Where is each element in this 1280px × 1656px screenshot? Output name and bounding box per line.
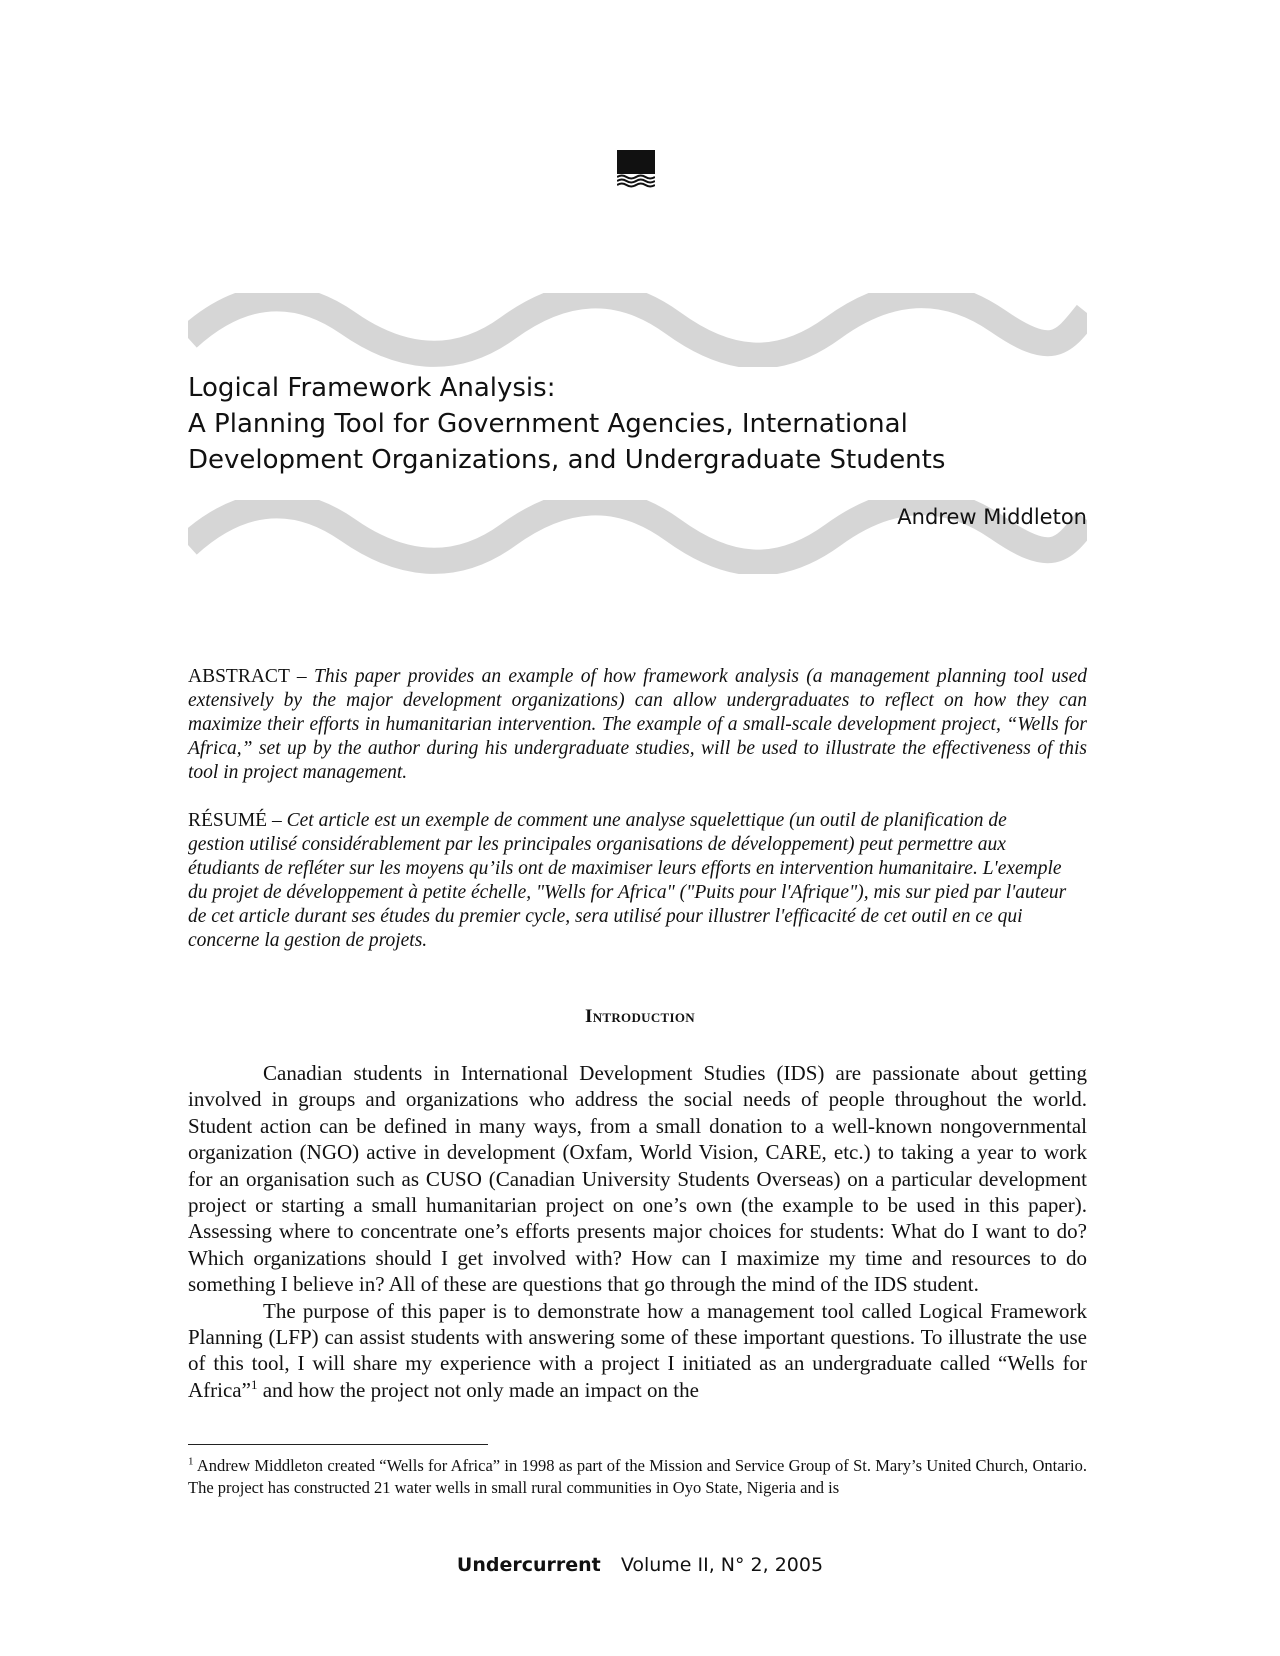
decorative-wave-band-top bbox=[188, 293, 1087, 367]
resume bbox=[188, 809, 1068, 953]
footnote-divider bbox=[188, 1444, 488, 1445]
title-line: Development Organizations, and Undergraduate Students bbox=[188, 445, 946, 475]
section-heading-introduction: Introduction bbox=[585, 1006, 695, 1027]
body-text bbox=[188, 1060, 1087, 1403]
footnote-marker: 1 bbox=[188, 1455, 194, 1468]
issue-info: Volume II, N° 2, 2005 bbox=[620, 1554, 824, 1576]
resume-text: Cet article est un exemple de comment une analyse squelettique (un outil de planification de gestion utilisé considérablement par les principales organisations de développement) peut permettre aux étudiants de refléter sur les moyens qu’ils ont de maximiser leurs efforts en intervention humanitaire. L'exemple du projet de développement à petite échelle, "Wells for Africa" ("Puits pour l'Afrique"), mis sur pied par l'auteur de cet article durant ses études du premier cycle, sera utilisé pour illustrer l'efficacité de cet outil en ce qui concerne la gestion de projets. bbox=[188, 810, 1067, 951]
body-paragraph: Canadian students in International Development Studies (IDS) are passionate about getting involved in groups and organizations who address the social needs of people throughout the world. Student action can be defined in many ways, from a small donation to a well-known nongovernmental organization (NGO) active in development (Oxfam, World Vision, CARE, etc.) to taking a year to work for an organisation such as CUSO (Canadian University Students Overseas) on a particular development project or starting a small humanitarian project on one’s own (the example to be used in this paper). Assessing where to concentrate one’s efforts presents major choices for students: What do I want to do? Which organizations should I get involved with? How can I maximize my time and resources to do something I believe in? All of these are questions that go through the mind of the IDS student. bbox=[188, 1061, 1087, 1297]
paragraph-text: and how the project not only made an impact on the bbox=[257, 1377, 699, 1402]
abstract bbox=[188, 665, 1087, 785]
paragraph-text: The purpose of this paper is to demonstrate how a management tool called Logical Framework Planning (LFP) can assist students with answering some of these important questions. To illustrate the use of this tool, I will share my experience with a project I initiated as an undergraduate called “Wells for Africa” bbox=[188, 1298, 1087, 1402]
footnote bbox=[188, 1455, 1087, 1499]
running-footer bbox=[0, 1554, 1280, 1576]
resume-label: RÉSUMÉ – bbox=[188, 810, 282, 831]
body-paragraph bbox=[188, 1298, 1087, 1404]
waves-square-logo-icon bbox=[617, 150, 655, 188]
journal-name: Undercurrent bbox=[456, 1554, 601, 1576]
title-line: Logical Framework Analysis: bbox=[188, 373, 556, 403]
title-line: A Planning Tool for Government Agencies, International bbox=[188, 409, 908, 439]
footnote-reference[interactable]: 1 bbox=[250, 1376, 258, 1392]
article-title bbox=[188, 370, 945, 478]
abstract-label: ABSTRACT – bbox=[188, 666, 307, 687]
author-name: Andrew Middleton bbox=[897, 505, 1087, 529]
footnote-text: Andrew Middleton created “Wells for Africa” in 1998 as part of the Mission and Service Group of St. Mary’s United Church, Ontario. The project has constructed 21 water wells in small rural communities in Oyo State, Nigeria and is bbox=[188, 1456, 1087, 1497]
abstract-text: This paper provides an example of how framework analysis (a management planning tool used extensively by the major development organizations) can allow undergraduates to reflect on how they can maximize their efforts in humanitarian intervention. The example of a small-scale development project, “Wells for Africa,” set up by the author during his undergraduate studies, will be used to illustrate the effectiveness of this tool in project management. bbox=[188, 666, 1087, 783]
